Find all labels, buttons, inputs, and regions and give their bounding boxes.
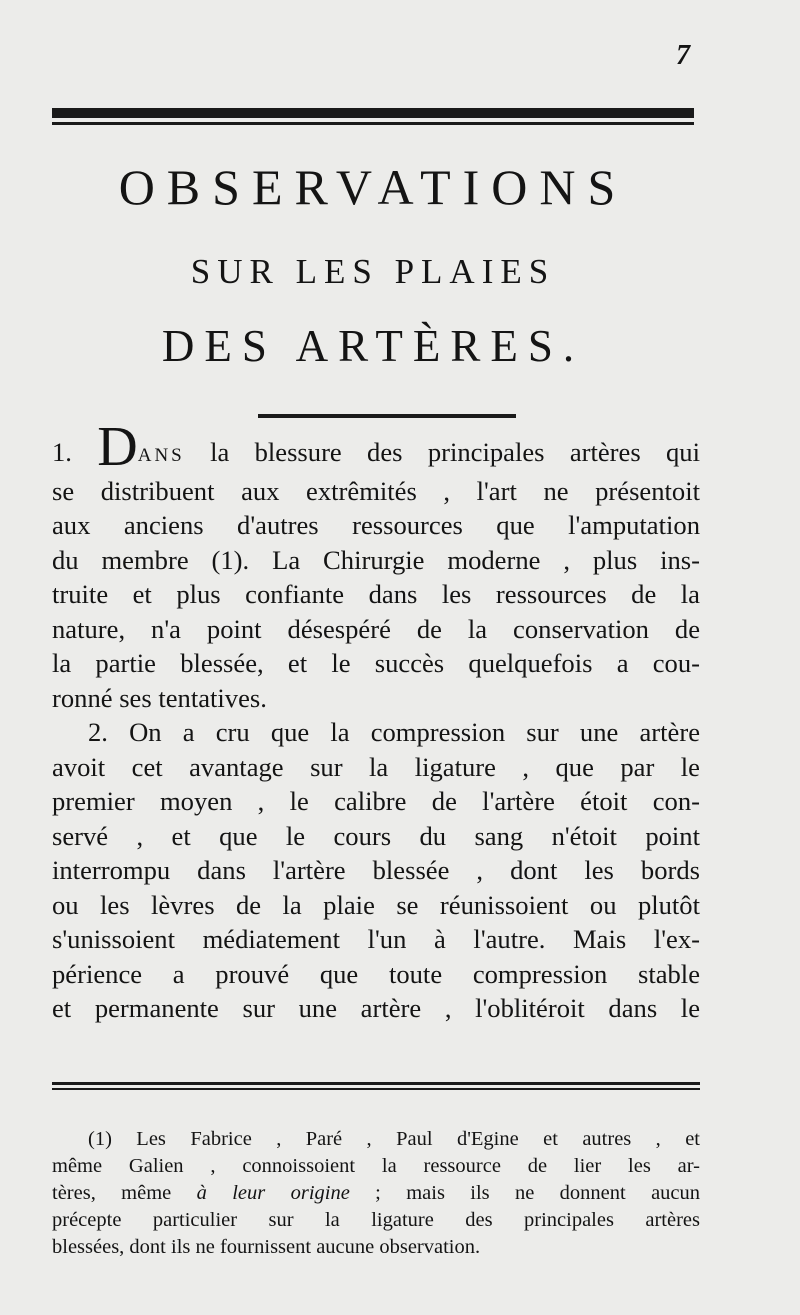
text-line: servé , et que le cours du sang n'étoit point — [52, 820, 700, 851]
paragraph-1 — [52, 416, 700, 715]
footnote-line: même Galien , connoissoient la ressource de lier les ar- — [52, 1155, 700, 1177]
title-line-2: SUR LES PLAIES — [190, 252, 556, 291]
footnote-italic-text: à leur origine — [196, 1182, 350, 1204]
text-line: 2. On a cru que la compression sur une artère — [88, 717, 700, 747]
text-line: avoit cet avantage sur la ligature , que par le — [52, 751, 700, 782]
text-line: interrompu dans l'artère blessée , dont les bords — [52, 855, 700, 885]
text-line: la blessure des principales artères qui — [210, 437, 700, 467]
footnote-line: (1) Les Fabrice , Paré , Paul d'Egine et autres , et — [88, 1128, 700, 1150]
text-line: premier moyen , le calibre de l'artère étoit con- — [52, 786, 700, 816]
header-rule-thin — [52, 122, 694, 125]
footnote-text: tères, même — [52, 1182, 172, 1204]
text-line: aux anciens d'autres ressources que l'amputation — [52, 510, 700, 540]
text-line: ou les lèvres de la plaie se réunissoient ou plutôt — [52, 889, 700, 920]
footnote-line — [52, 1180, 700, 1207]
footnote-rule-upper — [52, 1082, 700, 1085]
paragraph-2 — [52, 715, 700, 1026]
text-line: du membre (1). La Chirurgie moderne , plus ins- — [52, 544, 700, 575]
text-line: truite et plus confiante dans les ressources de la — [52, 579, 700, 609]
page-number: 7 — [676, 40, 690, 71]
text-line: ronné ses tentatives. — [52, 682, 267, 713]
text-line: se distribuent aux extrêmités , l'art ne présentoit — [52, 475, 700, 506]
footnote-line: précepte particulier sur la ligature des principales artères — [52, 1209, 700, 1231]
title-line-3: DES ARTÈRES. — [161, 321, 585, 371]
footnote — [52, 1126, 700, 1261]
text-line: la partie blessée, et le succès quelquefois a cou- — [52, 648, 700, 678]
text-line: nature, n'a point désespéré de la conservation de — [52, 613, 700, 644]
title-separator-rule — [258, 414, 516, 418]
paragraph-1-line-1 — [52, 416, 700, 478]
drop-cap: D — [97, 416, 138, 478]
footnote-line: blessées, dont ils ne fournissent aucune observation. — [52, 1236, 481, 1258]
text-line: et permanente sur une artère , l'oblitéroit dans le — [52, 993, 700, 1023]
main-text — [52, 416, 700, 1026]
footnote-separator-rule — [52, 1082, 700, 1094]
footnote-rule-lower — [52, 1088, 700, 1090]
text-line: périence a prouvé que toute compression stable — [52, 958, 700, 989]
footnote-text: ; mais ils ne donnent aucun — [375, 1182, 701, 1204]
text-line: s'unissoient médiatement l'un à l'autre. Mais l'ex- — [52, 924, 700, 954]
paragraph-number: 1. — [52, 437, 72, 467]
small-caps-word: ANS — [137, 445, 185, 466]
title-line-1: OBSERVATIONS — [118, 159, 628, 215]
header-rule-thick — [52, 108, 694, 118]
header-ornamental-rule — [52, 108, 694, 128]
